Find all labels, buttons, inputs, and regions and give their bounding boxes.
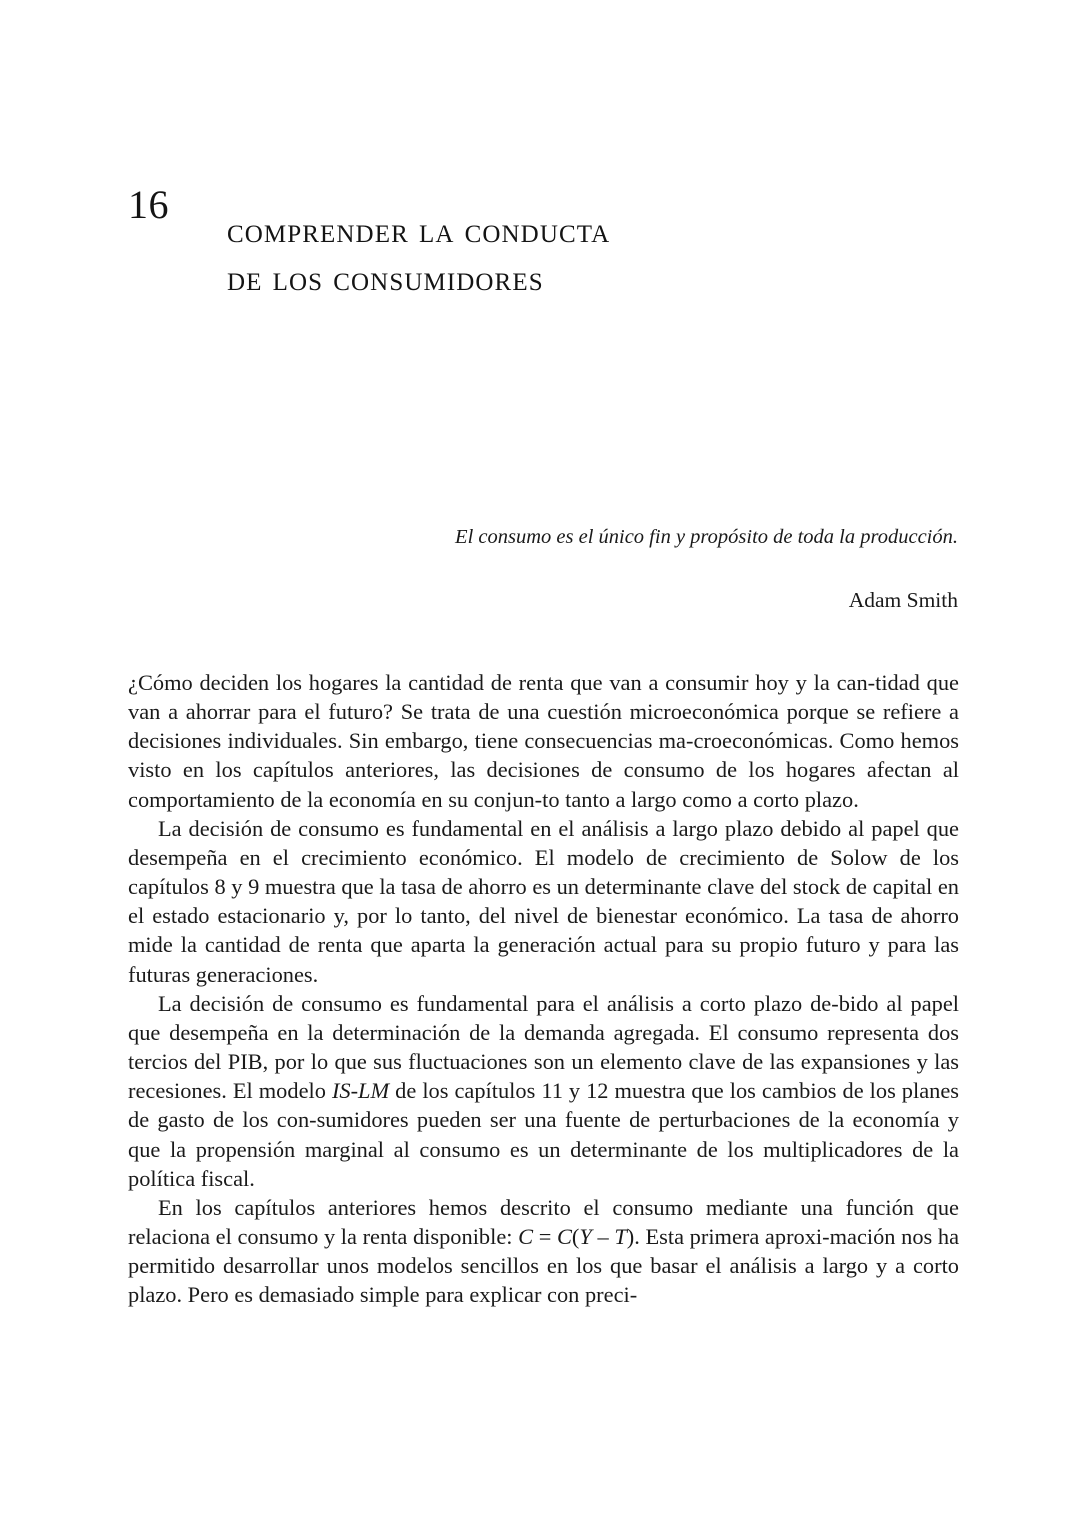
formula-minus: – — [591, 1223, 615, 1249]
chapter-title-line-2: de los consumidores — [227, 258, 544, 299]
paragraph-4 — [128, 1193, 959, 1310]
formula-paren-close: ) — [626, 1223, 635, 1249]
paragraph-3-text-b: de los capítulos 11 y 12 muestra que los cambios de los planes de gasto de los con-sumidores pueden ser una fuente de perturbaciones de la economía y que la propensión marginal al consumo es un determinante de los multiplicadores de la política fiscal. — [128, 1078, 960, 1191]
page-title — [227, 206, 610, 302]
formula-variable-t: T — [614, 1223, 627, 1249]
is-lm-model-term: IS-LM — [331, 1078, 390, 1104]
paragraph-3-text-a: La decisión de consumo es fundamental para el análisis a corto plazo de-bido al papel que desempeña en la determinación de la demanda agregada. El consumo representa dos tercios del PIB, por lo que sus fluctuaciones son un elemento clave de las expansiones y las recesiones. El modelo — [128, 990, 959, 1104]
paragraph-1: ¿Cómo deciden los hogares la cantidad de renta que van a consumir hoy y la can-tidad que van a ahorrar para el futuro? Se trata de una cuestión microeconómica porque se refiere a decisiones individuales. Sin embargo, tiene consecuencias ma-croeconómicas. Como hemos visto en los capítulos anteriores, las decisiones de consumo de los hogares afectan al comportamiento de la economía en su conjun-to tanto a largo como a corto plazo. — [128, 670, 959, 812]
chapter-heading — [128, 182, 958, 326]
paragraph-4-text-a: En los capítulos anteriores hemos descrito el consumo mediante una función que relaciona el consumo y la renta disponible: — [128, 1194, 959, 1249]
consumption-function-formula — [518, 1224, 634, 1249]
body-text — [128, 668, 959, 1309]
formula-equals: = — [533, 1223, 557, 1249]
formula-paren-open: ( — [571, 1223, 580, 1249]
formula-variable-c2: C — [556, 1223, 572, 1249]
formula-variable-c1: C — [518, 1223, 534, 1249]
chapter-title-line-1: comprender la conducta — [227, 210, 611, 251]
epigraph-quote: El consumo es el único fin y propósito de toda la producción. — [455, 526, 958, 548]
chapter-number: 16 — [128, 182, 169, 227]
paragraph-4-text-b: . Esta primera aproxi-mación nos ha permitido desarrollar unos modelos sencillos en los que basar el análisis a largo y a corto plazo. Pero es demasiado simple para explicar con preci- — [128, 1223, 960, 1308]
formula-variable-y: Y — [579, 1223, 592, 1249]
paragraph-3 — [128, 989, 959, 1193]
paragraph-2: La decisión de consumo es fundamental en el análisis a largo plazo debido al papel que desempeña en el crecimiento económico. El modelo de crecimiento de Solow de los capítulos 8 y 9 muestra que la tasa de ahorro es un determinante clave del stock de capital en el estado estacionario y, por lo tanto, del nivel de bienestar económico. La tasa de ahorro mide la cantidad de renta que aparta la generación actual para su propio futuro y para las futuras generaciones. — [128, 815, 959, 987]
epigraph-attribution: Adam Smith — [848, 588, 958, 612]
